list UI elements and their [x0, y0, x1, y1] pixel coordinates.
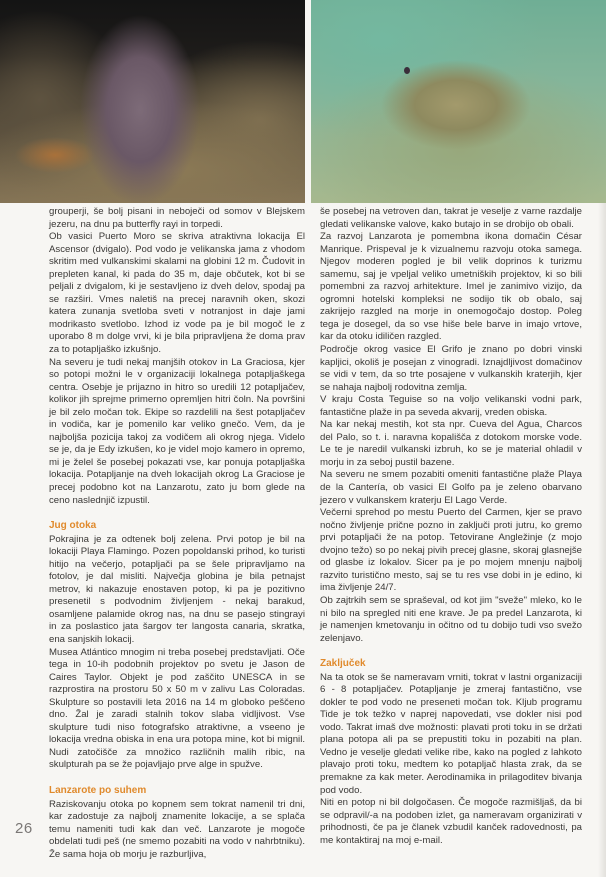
paragraph: Ob zajtrkih sem se spraševal, od kot jim "sveže" mleko, ko le ni bilo na spregled niti ene krave. Je pa predel Lanzarota, ki je namenjen kmetovanju in očitno od tu dobijo tudi vso svežo zelenjavo.	[320, 594, 582, 644]
grouper-photo	[0, 0, 305, 203]
page-edge-shadow	[598, 203, 606, 877]
section-heading-lanzarote-po-suhem: Lanzarote po suhem	[49, 785, 147, 797]
paragraph: Na severu ne smem pozabiti omeniti fantastične plaže Playa de la Cantería, ob vasici El Golfo pa je zeleno obarvano jezero v vulkanskem kraterju El Lago Verde.	[320, 469, 582, 506]
paragraph: Niti en potop ni bil dolgočasen. Če mogoče razmišljaš, da bi se odpravil/-a na podoben izlet, ga nameravam organizirati v prihodnosti, če pa je članek vzbudil kanček radovednosti, pa me kontaktiraj na moj e-mail.	[320, 797, 582, 846]
paragraph: grouperji, še bolj pisani in neboječi od somov v Blejskem jezeru, na dnu pa butterfly rayi in torpedi.	[49, 206, 305, 230]
right-column	[320, 206, 582, 847]
section-heading-zakljucek: Zaključek	[320, 658, 366, 670]
page-number: 26	[15, 820, 33, 837]
paragraph: Pokrajina je za odtenek bolj zelena. Prvi potop je bil na lokaciji Playa Flamingo. Pozen popoldanski prihod, ko turisti hitijo na večerjo, potapljači pa se šele pripravljamo na fotolov, je dal misliti. Največja globina je bila petnajst metrov, ki nakazuje enostaven potop, ki pa je pozitivno presenetil s podvodnim življenjem - nekaj barakud, osamljene palamide okrog nas, na dnu se pasejo stingrayi in za poslastico jata šargov ter langosta canaria, skratka, ena sanjskih lokacij.	[49, 533, 305, 645]
paragraph: V kraju Costa Teguise so na voljo velikanski vodni park, fantastične plaže in pa seveda akvarij, vreden obiska.	[320, 394, 582, 418]
section-heading-jug-otoka: Jug otoka	[49, 520, 97, 532]
fish-eye	[404, 67, 410, 74]
paragraph: Za razvoj Lanzarota je pomembna ikona domačin César Manrique. Prispeval je k vizualnemu razvoju otoka samega. Njegov moderen pogled je bil velik doprinos k turizmu samemu, saj je vpeljal veliko umetniških projektov, ki so bili pomembni za razvoj arhitekture. Imel je zanimivo vizijo, da ogromni hotelski kompleksi ne sodijo tik ob obalo, saj zakrijejo razgled na morje in onemogočajo dostop. Poleg tega je dosegel, da so vse hiše bele barve in imajo vrtove, kar da otoku idiličen razgled.	[320, 231, 582, 343]
paragraph: Na kar nekaj mestih, kot sta npr. Cueva del Agua, Charcos del Palo, so t. i. naravna kopališča z dotokom morske vode. Le te je naredil vulkanski izbruh, ko se je material ohladil v morju in za seboj pustil bazene.	[320, 419, 582, 468]
paragraph: Področje okrog vasice El Grifo je znano po dobri vinski kapljici, okoliš je posejan z vinogradi. Iznajdljivost domačinov se vidi v tem, da so trte posajene v vulkanskih kraterjih, kjer se nahaja najbolj rodovitna zemlja.	[320, 344, 582, 393]
lizardfish-photo	[311, 0, 606, 203]
paragraph: Raziskovanju otoka po kopnem sem tokrat namenil tri dni, kar zadostuje za najbolj znamenite lokacije, a se splača temu nameniti tudi kak dan več. Lanzarote je mogoče obdelati tudi peš (ne smemo pozabiti na vodo v nahrbtniku). Že sama hoja ob morju je razburljiva,	[49, 798, 305, 860]
paragraph: Na severu je tudi nekaj manjših otokov in La Graciosa, kjer so potopi možni le v organizaciji lokalnega potapljaškega centra. Osebje je prijazno in hitro so uredili 12 potapljačev, kolikor jih sprejme primerno opremljen hitri čoln. Na površini je bil zelo močan tok. Ekipe so razdelili na šest potapljačev in vodiča, kar je pomenilo kar veliko gnečo. Vem, da je najboljša pozicija takoj za vodičem ali okrog njega. Videlo se je, da je Edy izkušen, ko je videl mojo kamero in opremo, mi je želel še posebej pokazati vse, kar ponuja potapljaška lokacija. Potapljanje na dveh lokacijah okrog La Graciose je precej podobno kot na Lanzarotu, zato ju bom glede na ceno naslednjič izpustil.	[49, 356, 305, 506]
paragraph: še posebej na vetroven dan, takrat je veselje z varne razdalje gledati velikanske valove, kako butajo in se drobijo ob obali.	[320, 206, 582, 230]
left-column	[49, 206, 305, 861]
paragraph: Ob vasici Puerto Moro se skriva atraktivna lokacija El Ascensor (dvigalo). Pod vodo je velikanska jama z vhodom skritim med vulkanskimi skalami na globini 12 m. Čudovit in prepleten kanal, ki pada do 35 m, daje občutek, kot bi se peljali z dvigalom, ki je sestavljeno iz dveh delov, spodaj pa se razširi. Vmes naletiš na precej naravnih oken, skozi katera zunanja svetloba sveti v notranjost in daje jami modrikasto svetlobo. Izhod iz vode pa je bil mogoč le z uporabo 8 m dolge vrvi, ki je bila pripravljena že doma prav za to potapljaško izkušnjo.	[49, 231, 305, 356]
paragraph: Večerni sprehod po mestu Puerto del Carmen, kjer se pravo nočno življenje prične pozno in zaključi proti jutru, ko gremo prvi potapljači že na potop. Tetovirane Angležinje (z mojo dvojno težo) so po nekaj pivih precej glasne, skoraj glasnejše od glasbe iz lokalov. Sicer pa je po mojem mnenju najbolj razvito turistično mesto, saj se tu res vse dobi in je edino, ki ima življenje 24/7.	[320, 507, 582, 594]
paragraph: Na ta otok se še nameravam vrniti, tokrat v lastni organizaciji 6 - 8 potapljačev. Potapljanje je zmeraj fantastično, vse dokler te pod vodo ne preseneti močan tok. Kljub programu Tide je tok težko v naprej napovedati, vse dokler nisi pod vodo. Takrat imaš dve možnosti: plavati proti toku in se držati plana potopa ali pa se prepustiti toku in pozabiti na plan. Vedno je veselje gledati velike ribe, kako na pogled z lahkoto plavajo proti toku, medtem ko potapljač hlasta zrak, da se premakne za kak meter. Aerodinamika in prilagoditev bivanja pod vodo.	[320, 671, 582, 796]
paragraph: Musea Atlántico mnogim ni treba posebej predstavljati. Oče tega in 10-ih podobnih projektov po svetu je Jason de Caires Taylor. Objekt je pod zaščito UNESCA in se razprostira na prostoru 50 x 50 m v zalivu Las Coloradas. Skulpture so postavili leta 2016 na 14 m globoko peščeno dno. Žal je zaradi stalnih tokov slaba vidljivost. Vse skulpture tudi niso fotografsko atraktivne, a vseeno je lokacija vredna obiska in ena ura potopa mine, kot bi mignil. Nudi zatočišče za množico različnih malih ribic, na skulpturah pa se že pojavljajo prve alge in spužve.	[49, 646, 305, 771]
